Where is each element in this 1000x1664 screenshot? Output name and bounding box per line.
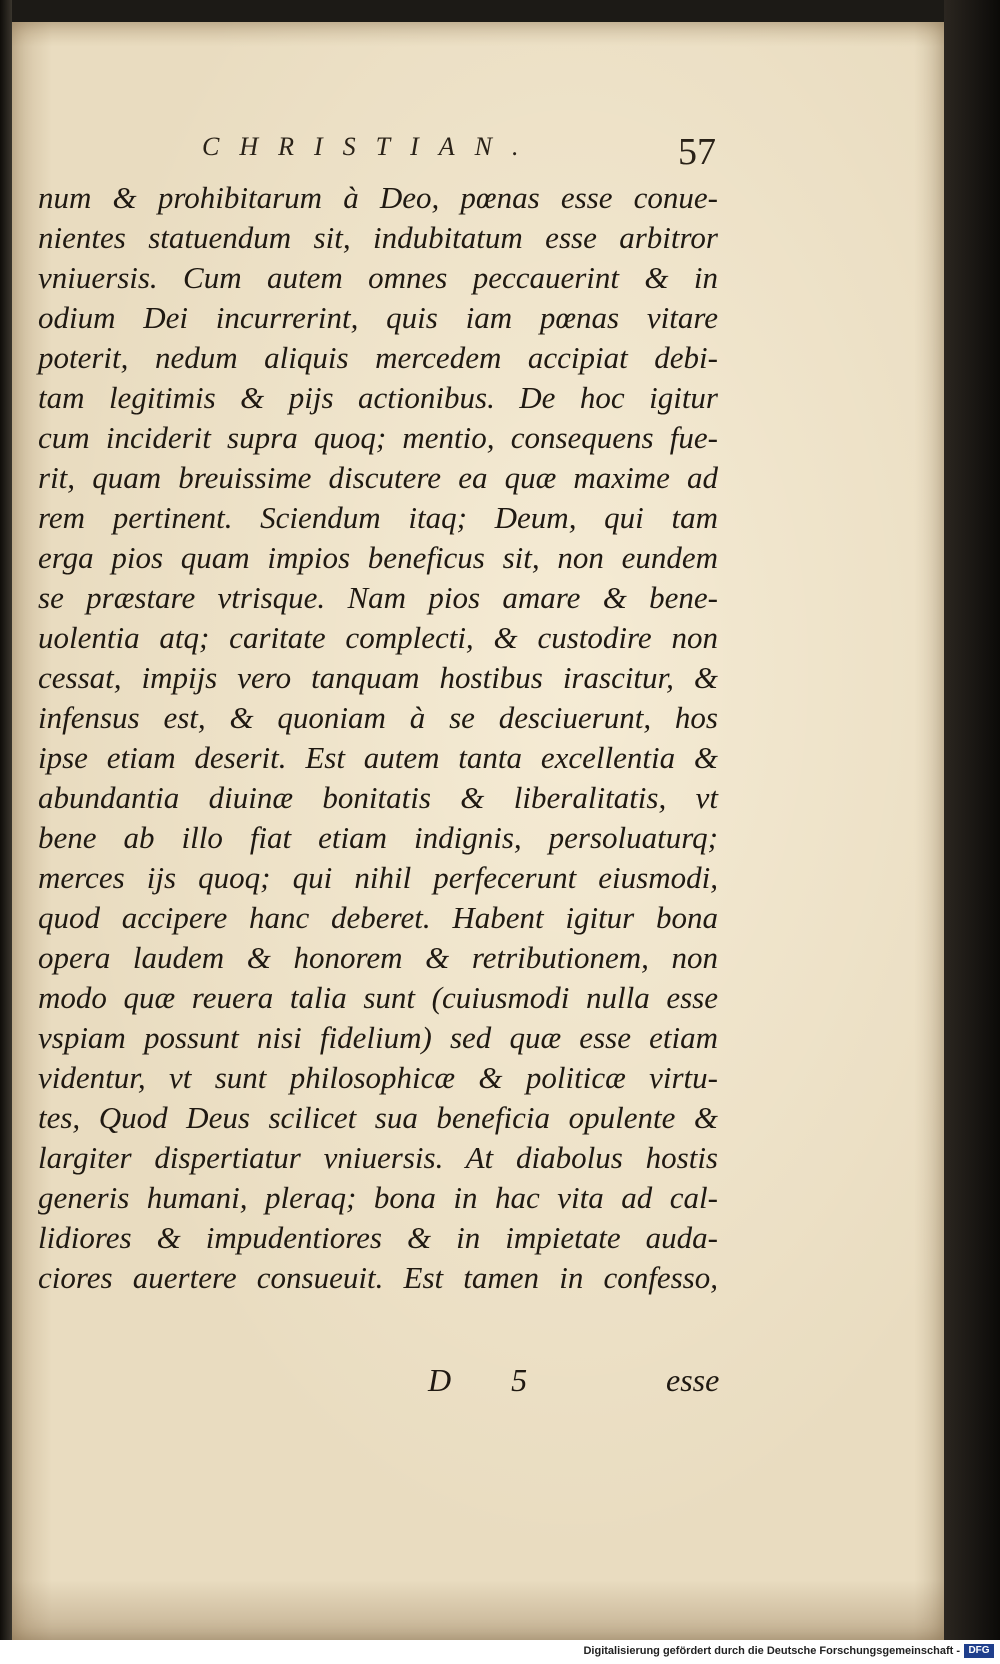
text-line: largiter dispertiatur vniuersis. At diabolus hostis bbox=[38, 1140, 718, 1175]
text-line: cum inciderit supra quoq; mentio, consequens fue- bbox=[38, 420, 718, 455]
text-line: ipse etiam deserit. Est autem tanta excellentia & bbox=[38, 740, 718, 775]
text-line: generis humani, pleraq; bona in hac vita ad cal- bbox=[38, 1180, 718, 1215]
text-line: videntur, vt sunt philosophicæ & politicæ virtu- bbox=[38, 1060, 718, 1095]
digitization-credit: Digitalisierung gefördert durch die Deutsche Forschungsgemeinschaft - bbox=[583, 1645, 960, 1657]
text-line: se præstare vtrisque. Nam pios amare & bene- bbox=[38, 580, 718, 615]
dfg-logo: DFG bbox=[964, 1644, 994, 1658]
text-line: merces ijs quoq; qui nihil perfecerunt eiusmodi, bbox=[38, 860, 718, 895]
text-line: rem pertinent. Sciendum itaq; Deum, qui tam bbox=[38, 500, 718, 535]
text-line: odium Dei incurrerint, quis iam pœnas vitare bbox=[38, 300, 718, 335]
text-line: abundantia diuinæ bonitatis & liberalitatis, vt bbox=[38, 780, 718, 815]
scan-background-left bbox=[0, 0, 12, 1664]
text-line: vniuersis. Cum autem omnes peccauerint & in bbox=[38, 260, 718, 295]
text-line: poterit, nedum aliquis mercedem accipiat debi- bbox=[38, 340, 718, 375]
scan-background-right bbox=[944, 0, 1000, 1640]
text-line: lidiores & impudentiores & in impietate auda- bbox=[38, 1220, 718, 1255]
catchword: esse bbox=[666, 1362, 720, 1398]
text-line: nientes statuendum sit, indubitatum esse arbitror bbox=[38, 220, 718, 255]
text-line: infensus est, & quoniam à se desciuerunt, hos bbox=[38, 700, 718, 735]
text-line: bene ab illo fiat etiam indignis, persoluaturq; bbox=[38, 820, 718, 855]
text-line: erga pios quam impios beneficus sit, non eundem bbox=[38, 540, 718, 575]
text-line: vspiam possunt nisi fidelium) sed quæ esse etiam bbox=[38, 1020, 718, 1055]
signature-mark: D 5 bbox=[428, 1362, 554, 1398]
text-line: rit, quam breuissime discutere ea quæ maxime ad bbox=[38, 460, 718, 495]
page-number: 57 bbox=[678, 131, 716, 173]
text-line: cessat, impijs vero tanquam hostibus irascitur, & bbox=[38, 660, 718, 695]
text-line: quod accipere hanc deberet. Habent igitur bona bbox=[38, 900, 718, 935]
text-line: num & prohibitarum à Deo, pœnas esse conue- bbox=[38, 180, 718, 215]
text-line: tes, Quod Deus scilicet sua beneficia opulente & bbox=[38, 1100, 718, 1135]
body-text bbox=[38, 178, 718, 1298]
text-line: opera laudem & honorem & retributionem, non bbox=[38, 940, 718, 975]
book-page bbox=[12, 22, 944, 1640]
text-line: modo quæ reuera talia sunt (cuiusmodi nulla esse bbox=[38, 980, 718, 1015]
text-line: uolentia atq; caritate complecti, & custodire non bbox=[38, 620, 718, 655]
text-line: tam legitimis & pijs actionibus. De hoc igitur bbox=[38, 380, 718, 415]
running-head: CHRISTIAN. bbox=[202, 132, 539, 161]
text-line: ciores auertere consueuit. Est tamen in confesso, bbox=[38, 1260, 718, 1295]
